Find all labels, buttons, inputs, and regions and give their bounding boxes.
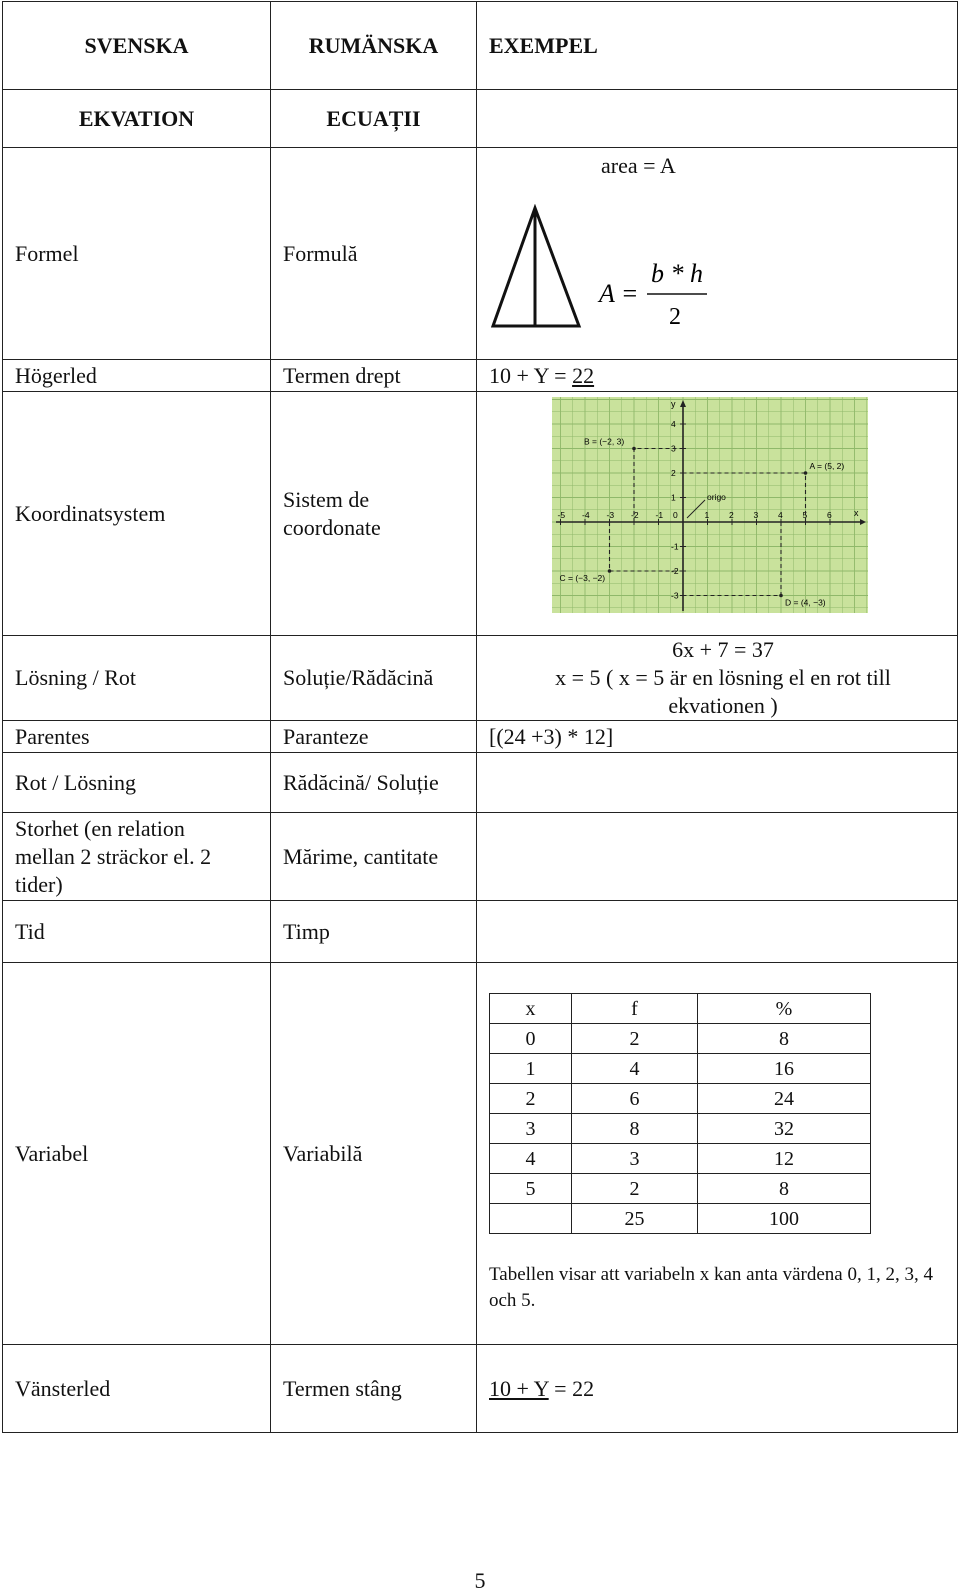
table-row: [490, 1144, 871, 1174]
x-tick-label: 0: [673, 510, 678, 520]
parentes-ro: Paranteze: [271, 721, 477, 753]
x-tick-label: -2: [631, 510, 639, 520]
losning-ro: Soluție/Rădăcină: [271, 636, 477, 721]
storhet-sv: [3, 813, 271, 901]
table-cell: 16: [698, 1054, 871, 1084]
x-tick-label: 2: [729, 510, 734, 520]
vansterled-example: [477, 1345, 958, 1433]
y-tick-label: 4: [671, 419, 676, 429]
table-header-row: [490, 994, 871, 1024]
y-tick-label: -3: [671, 590, 679, 601]
tid-example-empty: [477, 901, 958, 963]
x-tick-label: -5: [557, 510, 566, 520]
triangle-formula-figure: [491, 204, 751, 334]
y-tick-label: 3: [671, 443, 676, 454]
header-rumanska: RUMÄNSKA: [271, 2, 477, 90]
table-cell: 6: [572, 1084, 698, 1114]
y-tick-label: -1: [671, 541, 679, 552]
table-cell: 2: [572, 1024, 698, 1054]
table-cell: 2: [572, 1174, 698, 1204]
x-tick-label: -1: [655, 510, 664, 520]
storhet-sv-line3: tider): [15, 871, 63, 897]
table-cell: f: [572, 994, 698, 1024]
y-tick-label: -2: [671, 566, 679, 576]
row-storhet: [3, 813, 958, 901]
row-rot: [3, 753, 958, 813]
hogerled-ro: Termen drept: [271, 360, 477, 392]
section-ro: ECUAȚII: [271, 90, 477, 148]
table-cell: 3: [490, 1114, 572, 1144]
table-cell: 12: [698, 1144, 871, 1174]
y-tick-label: 1: [671, 492, 676, 503]
row-parentes: [3, 721, 958, 753]
tid-sv: Tid: [3, 901, 271, 963]
table-cell: 8: [698, 1024, 871, 1054]
origin-label: origo: [707, 492, 726, 502]
formula-lhs: A =: [599, 279, 639, 308]
y-axis-label: y: [671, 399, 676, 409]
vansterled-underlined: 10 + Y: [489, 1375, 549, 1401]
row-tid: [3, 901, 958, 963]
table-row: [490, 1114, 871, 1144]
row-losning: [3, 636, 958, 721]
header-svenska: SVENSKA: [3, 2, 271, 90]
point-label: D = (4, −3): [785, 597, 826, 608]
coordinate-system-figure: [552, 397, 868, 613]
table-row: [490, 1084, 871, 1114]
point-label: C = (−3, −2): [559, 573, 606, 583]
storhet-ro: Mărime, cantitate: [271, 813, 477, 901]
row-variabel: [3, 963, 958, 1345]
table-cell: %: [698, 994, 871, 1024]
formula-denominator: 2: [669, 304, 681, 330]
point-marker: [608, 569, 612, 573]
row-vansterled: [3, 1345, 958, 1433]
table-row: [490, 1204, 871, 1234]
section-row: [3, 90, 958, 148]
vansterled-ro: Termen stâng: [271, 1345, 477, 1433]
section-sv: EKVATION: [3, 90, 271, 148]
x-tick-label: -3: [606, 510, 615, 520]
table-cell: 8: [572, 1114, 698, 1144]
storhet-example-empty: [477, 813, 958, 901]
glossary-table: [2, 1, 958, 1433]
koordinat-ro: [271, 392, 477, 636]
storhet-sv-line2: mellan 2 sträckor el. 2: [15, 843, 212, 869]
hogerled-prefix: 10 + Y =: [489, 362, 573, 388]
koordinat-example: [477, 392, 958, 636]
losning-sv: Lösning / Rot: [3, 636, 271, 721]
parentes-example: [(24 +3) * 12]: [477, 721, 958, 753]
table-cell: 5: [490, 1174, 572, 1204]
vansterled-suffix: = 22: [548, 1375, 595, 1401]
koordinat-ro-line1: Sistem de: [283, 486, 370, 512]
header-exempel: EXEMPEL: [477, 2, 958, 90]
hogerled-underlined: 22: [572, 362, 595, 388]
x-tick-label: 1: [704, 510, 710, 520]
variabel-ro: Variabilă: [271, 963, 477, 1345]
koordinat-sv: Koordinatsystem: [3, 392, 271, 636]
losning-line3: ekvationen ): [668, 693, 778, 718]
table-cell: 25: [572, 1204, 698, 1234]
section-example-empty: [477, 90, 958, 148]
table-cell: 2: [490, 1084, 572, 1114]
koordinat-ro-line2: coordonate: [283, 514, 381, 540]
area-text: area = A: [601, 153, 676, 178]
table-cell: 100: [698, 1204, 871, 1234]
variabel-sv: Variabel: [3, 963, 271, 1345]
point-label: A = (5, 2): [809, 461, 845, 471]
formel-ro: Formulă: [271, 148, 477, 360]
rot-example-empty: [477, 753, 958, 813]
table-cell: 32: [698, 1114, 871, 1144]
frequency-table: [489, 993, 871, 1234]
table-cell: 8: [698, 1174, 871, 1204]
point-marker: [804, 471, 808, 475]
point-label: B = (−2, 3): [584, 436, 625, 447]
formel-sv: Formel: [3, 148, 271, 360]
table-cell: 3: [572, 1144, 698, 1174]
point-marker: [779, 594, 783, 598]
rot-sv: Rot / Lösning: [3, 753, 271, 813]
header-row: [3, 2, 958, 90]
losning-eq: 6x + 7 = 37: [672, 637, 774, 662]
row-koordinat: [3, 392, 958, 636]
x-tick-label: 3: [753, 510, 759, 520]
table-cell: x: [490, 994, 572, 1024]
hogerled-sv: Högerled: [3, 360, 271, 392]
losning-example: [477, 636, 958, 721]
parentes-sv: Parentes: [3, 721, 271, 753]
table-cell: [490, 1204, 572, 1234]
point-marker: [632, 447, 636, 451]
hogerled-example: [477, 360, 958, 392]
vansterled-sv: Vänsterled: [3, 1345, 271, 1433]
x-tick-label: 5: [802, 510, 808, 520]
frequency-caption: Tabellen visar att variabeln x kan anta värdena 0, 1, 2, 3, 4 och 5.: [489, 1264, 933, 1311]
formula-numerator: b * h: [651, 259, 703, 288]
losning-line2: x = 5 ( x = 5 är en lösning el en rot till: [555, 665, 891, 690]
rot-ro: Rădăcină/ Soluție: [271, 753, 477, 813]
table-cell: 4: [490, 1144, 572, 1174]
table-cell: 0: [490, 1024, 572, 1054]
y-tick-label: 2: [671, 468, 676, 478]
table-cell: 24: [698, 1084, 871, 1114]
table-row: [490, 1174, 871, 1204]
page-number: 5: [474, 1568, 486, 1593]
table-row: [490, 1054, 871, 1084]
table-row: [490, 1024, 871, 1054]
table-cell: 1: [490, 1054, 572, 1084]
tid-ro: Timp: [271, 901, 477, 963]
row-formel: [3, 148, 958, 360]
formel-example: [477, 148, 958, 360]
x-tick-label: 6: [827, 510, 832, 520]
row-hogerled: [3, 360, 958, 392]
table-cell: 4: [572, 1054, 698, 1084]
x-axis-label: x: [854, 508, 859, 518]
storhet-sv-line1: Storhet (en relation: [15, 815, 185, 841]
x-tick-label: 4: [778, 510, 783, 520]
x-tick-label: -4: [582, 510, 590, 520]
variabel-example: [477, 963, 958, 1345]
